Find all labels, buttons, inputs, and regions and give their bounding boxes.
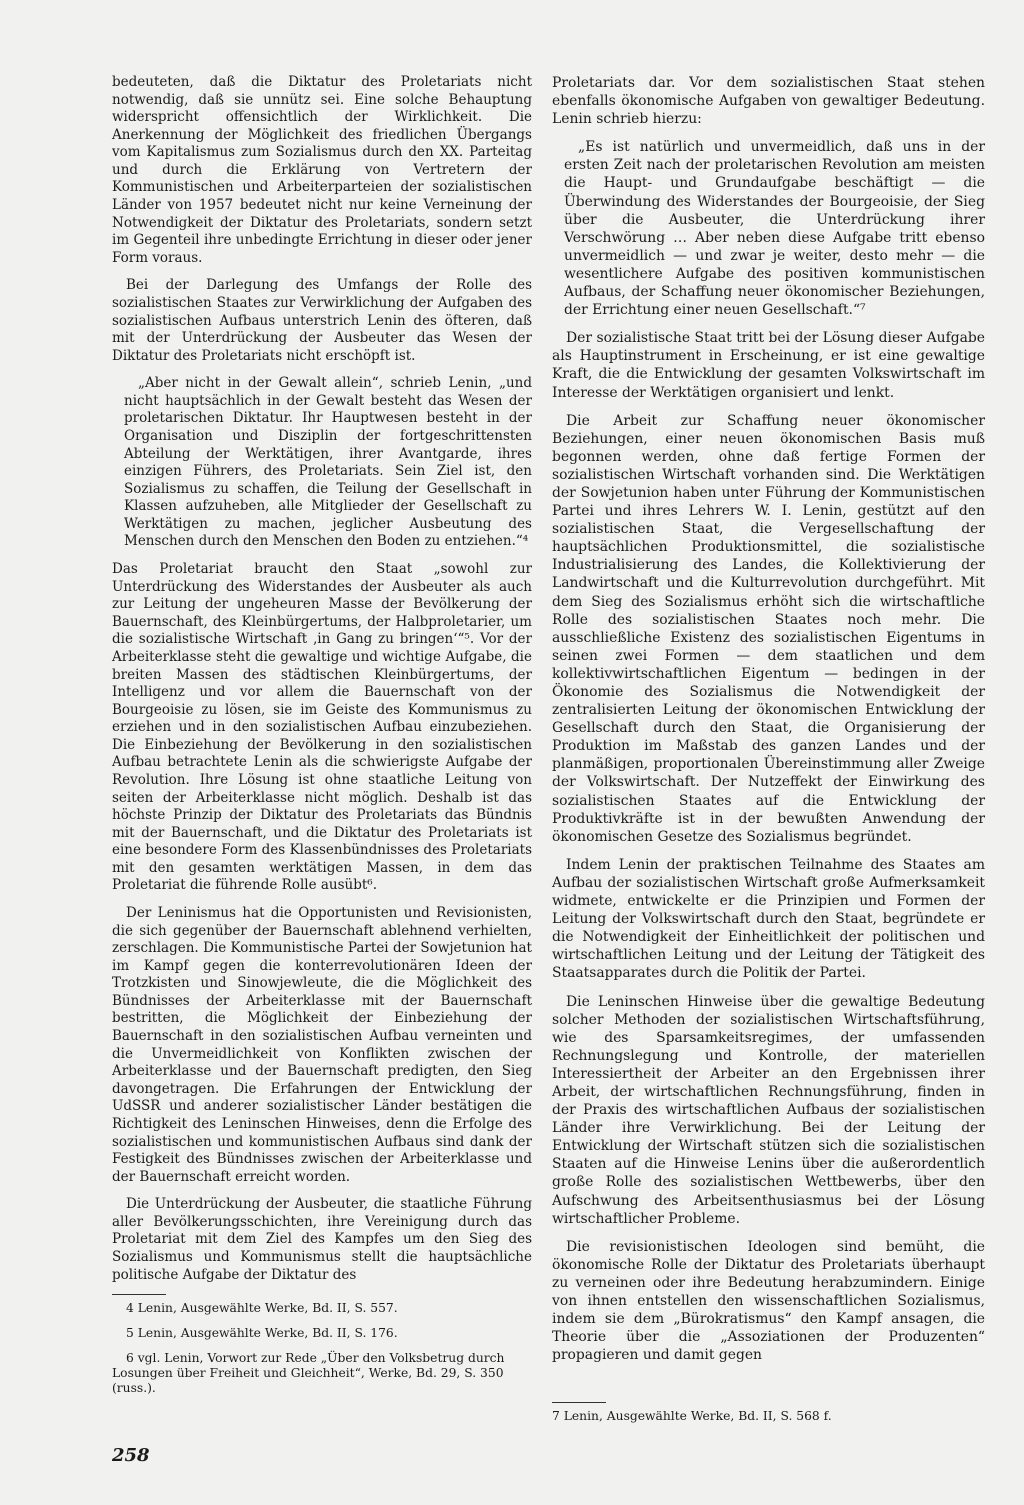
paragraph: Die Arbeit zur Schaffung neuer ökonomischer Beziehungen, einer neuen ökonomischen Basis muß begonnen werden, ohne daß fertige Formen der sozialistischen Wirtschaft vorhanden sind. Die Werktätigen der Sowjetunion haben unter Führung der Kommunistischen Partei und ihres Lehrers W. I. Lenin, gestützt auf den sozialistischen Staat, die Vergesellschaftung der hauptsächlichen Produktionsmittel, die sozialistische Industrialisierung des Landes, die Kollektivierung der Landwirtschaft und die Kulturrevolution durchgeführt. Mit dem Sieg des Sozialismus erhöht sich die wirtschaftliche Rolle des sozialistischen Staates noch mehr. Die ausschließliche Existenz des sozialistischen Eigentums in seinen zwei Formen — dem staatlichen und dem kollektivwirtschaftlichen Eigentum — bedingen in der Ökonomie des Sozialismus die Notwendigkeit der zentralisierten Leitung der ökonomischen Entwicklung der Gesellschaft durch den Staat, die Organisierung der Produktion im Maßstab des ganzen Landes und der planmäßigen, proportionalen Übereinstimmung aller Zweige der Volkswirtschaft. Der Nutzeffekt der Einwirkung des sozialistischen Staates auf die Entwicklung der Produktivkräfte ist in der bewußten Anwendung der ökonomischen Gesetze des Sozialismus begründet.: [552, 412, 985, 845]
left-text-column: [112, 74, 532, 1406]
footnote: 5 Lenin, Ausgewählte Werke, Bd. II, S. 176.: [126, 1326, 398, 1341]
paragraph: bedeuteten, daß die Diktatur des Proletariats nicht notwendig, daß sie unnütz sei. Eine solche Behauptung widerspricht offensichtlich der Wirklichkeit. Die Anerkennung der Möglichkeit des friedlichen Übergangs vom Kapitalismus zum Sozialismus durch den XX. Parteitag und durch die Erklärung von Vertretern der Kommunistischen und Arbeiterparteien der sozialistischen Länder von 1957 bedeutet nicht nur keine Verneinung der Notwendigkeit der Diktatur des Proletariats, sondern setzt im Gegenteil ihre unbedingte Errichtung in dieser oder jener Form voraus.: [112, 74, 532, 266]
paragraph: Die revisionistischen Ideologen sind bemüht, die ökonomische Rolle der Diktatur des Proletariats überhaupt zu verneinen oder ihre Bedeutung herabzumindern. Einige von ihnen entstellen den wissenschaftlichen Sozialismus, indem sie dem „Bürokratismus“ den Kampf ansagen, die Theorie über die „Assoziationen der Produzenten“ propagieren und damit gegen: [552, 1238, 985, 1364]
footnote: 6 vgl. Lenin, Vorwort zur Rede „Über den Volksbetrug durch Losungen über Freiheit und Gleichheit“, Werke, Bd. 29, S. 350 (russ.).: [112, 1351, 505, 1396]
paragraph: Der sozialistische Staat tritt bei der Lösung dieser Aufgabe als Hauptinstrument in Erscheinung, er ist eine gewaltige Kraft, die die Entwicklung der gesamten Volkswirtschaft im Interesse der Werktätigen organisiert und lenkt.: [552, 330, 985, 401]
paragraph: Proletariats dar. Vor dem sozialistischen Staat stehen ebenfalls ökonomische Aufgaben von gewaltiger Bedeutung. Lenin schrieb hierzu:: [552, 75, 985, 128]
footnote: 4 Lenin, Ausgewählte Werke, Bd. II, S. 557.: [126, 1301, 398, 1316]
right-footnotes: [552, 1398, 985, 1425]
footnote: 7 Lenin, Ausgewählte Werke, Bd. II, S. 568 f.: [552, 1409, 832, 1423]
paragraph: Indem Lenin der praktischen Teilnahme des Staates am Aufbau der sozialistischen Wirtschaft große Aufmerksamkeit widmete, entwickelte er die Prinzipien und Formen der Leitung der Volkswirtschaft durch den Staat, begründete er die Notwendigkeit der Einheitlichkeit der politischen und wirtschaftlichen Leitung und der Leitung der Tätigkeit des Staatsapparates durch die Politik der Partei.: [552, 856, 985, 982]
lenin-quote: „Es ist natürlich und unvermeidlich, daß uns in der ersten Zeit nach der proletarischen Revolution am meisten die Haupt- und Grundaufgabe beschäftigt — die Überwindung des Widerstandes der Bourgeoisie, der Sieg über die Ausbeuter, die Unterdrückung ihrer Verschwörung … Aber neben diese Aufgabe tritt ebenso unvermeidlich — und zwar je weiter, desto mehr — die wesentlichere Aufgabe des positiven kommunistischen Aufbaus, der Schaffung neuer ökonomischer Beziehungen, der Errichtung einer neuen Gesellschaft.“⁷: [564, 139, 985, 319]
paragraph: Das Proletariat braucht den Staat „sowohl zur Unterdrückung des Widerstandes der Ausbeuter als auch zur Leitung der ungeheuren Masse der Bevölkerung der Bauernschaft, des Kleinbürgertums, der Halbproletarier, um die sozialistische Wirtschaft ‚in Gang zu bringen‘“⁵. Vor der Arbeiterklasse steht die gewaltige und wichtige Aufgabe, die breiten Massen des städtischen Kleinbürgertums, der Intelligenz und vor allem die Bauernschaft von der Bourgeoisie zu lösen, sie im Geiste des Kommunismus zu erziehen und in den sozialistischen Aufbau einzubeziehen. Die Einbeziehung der Bevölkerung in den sozialistischen Aufbau betrachtete Lenin als die schwierigste Aufgabe der Revolution. Ihre Lösung ist ohne staatliche Leitung von seiten der Arbeiterklasse nicht möglich. Deshalb ist das höchste Prinzip der Diktatur des Proletariats das Bündnis mit der Bauernschaft, und die Diktatur des Proletariats ist eine besondere Form des Klassenbündnisses des Proletariats mit den gesamten werktätigen Massen, in dem das Proletariat die führende Rolle ausübt⁶.: [112, 561, 532, 894]
paragraph: Die Leninschen Hinweise über die gewaltige Bedeutung solcher Methoden der sozialistischen Wirtschaftsführung, wie des Sparsamkeitsregimes, der umfassenden Rechnungslegung und Kontrolle, der materiellen Interessiertheit der Arbeiter an den Ergebnissen ihrer Arbeit, der wirtschaftlichen Rechnungsführung, finden in der Praxis des wirtschaftlichen Aufbaus der sozialistischen Länder ihre Verwirklichung. Bei der Leitung der Entwicklung der Wirtschaft stützen sich die sozialistischen Staaten auf die Hinweise Lenins über die außerordentlich große Rolle des sozialistischen Wettbewerbs, über den Aufschwung des Arbeitsenthusiasmus bei der Lösung wirtschaftlicher Probleme.: [552, 993, 985, 1227]
right-text-column: [552, 74, 985, 1374]
paragraph: Der Leninismus hat die Opportunisten und Revisionisten, die sich gegenüber der Bauernschaft ablehnend verhielten, zerschlagen. Die Kommunistische Partei der Sowjetunion hat im Kampf gegen die konterrevolutionären Ideen der Trotzkisten und Sinowjewleute, die die Möglichkeit des Bündnisses der Arbeiterklasse mit der Bauernschaft bestritten, die Möglichkeit der Einbeziehung der Bauernschaft in den sozialistischen Aufbau verneinten und die Unvermeidlichkeit von Konflikten zwischen der Arbeiterklasse und der Bauernschaft predigten, den Sieg davongetragen. Die Erfahrungen der Entwicklung der UdSSR und anderer sozialistischer Länder bestätigen die Richtigkeit des Leninschen Hinweises, denn die Erfolge des sozialistischen und kommunistischen Aufbaus sind dank der Festigkeit des Bündnisses zwischen der Arbeiterklasse und der Bauernschaft erreicht worden.: [112, 905, 532, 1185]
footnote-divider: [552, 1402, 606, 1403]
lenin-quote: „Aber nicht in der Gewalt allein“, schrieb Lenin, „und nicht hauptsächlich in der Gewalt besteht das Wesen der proletarischen Diktatur. Ihr Hauptwesen besteht in der Organisation und Disziplin der fortgeschrittensten Abteilung der Werktätigen, ihrer Avantgarde, ihres einzigen Führers, des Proletariats. Sein Ziel ist, den Sozialismus zu schaffen, die Teilung der Gesellschaft in Klassen aufzuheben, alle Mitglieder der Gesellschaft zu Werktätigen zu machen, jeglicher Ausbeutung des Menschen durch den Menschen den Boden zu entziehen.“⁴: [124, 375, 532, 550]
paragraph: Bei der Darlegung des Umfangs der Rolle des sozialistischen Staates zur Verwirklichung der Aufgaben des sozialistischen Aufbaus unterstrich Lenin des öfteren, daß mit der Unterdrückung der Ausbeuter das Wesen der Diktatur des Proletariats nicht erschöpft ist.: [112, 277, 532, 364]
paragraph: Die Unterdrückung der Ausbeuter, die staatliche Führung aller Bevölkerungsschichten, ihre Vereinigung durch das Proletariat mit dem Ziel des Kampfes um den Sieg des Sozialismus und Kommunismus stellt die hauptsächliche politische Aufgabe der Diktatur des: [112, 1196, 532, 1283]
page-number: 258: [112, 1445, 150, 1466]
footnote-divider: [112, 1294, 166, 1295]
